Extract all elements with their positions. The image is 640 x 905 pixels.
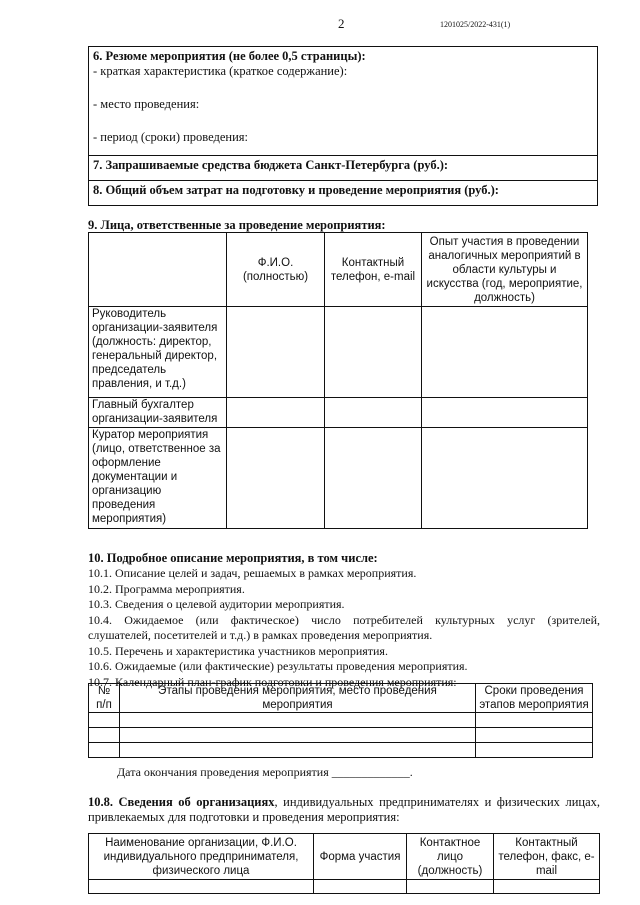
table-row bbox=[89, 743, 593, 758]
table-header-cell: № п/п bbox=[89, 684, 120, 713]
organizations-table bbox=[88, 833, 600, 894]
list-item: 10.2. Программа мероприятия. bbox=[88, 581, 245, 596]
list-item: 10.4. Ожидаемое (или фактическое) число потребителей культурных услуг (зрителей, bbox=[88, 612, 600, 627]
page-number: 2 bbox=[338, 16, 345, 31]
list-item: слушателей, посетителей и т.д.) в рамках проведения мероприятия. bbox=[88, 628, 433, 642]
table-header-row bbox=[89, 834, 600, 880]
table-row bbox=[89, 880, 600, 894]
table-cell[interactable] bbox=[422, 428, 588, 529]
table-header-cell: Форма участия bbox=[314, 834, 407, 880]
table-row bbox=[89, 728, 593, 743]
table-header-cell: Наименование организации, Ф.И.О. индивидуального предпринимателя, физического лица bbox=[89, 834, 314, 880]
table-header-cell: Контактное лицо (должность) bbox=[407, 834, 494, 880]
list-item: 10.5. Перечень и характеристика участников мероприятия. bbox=[88, 643, 388, 658]
section-8-row bbox=[89, 181, 598, 206]
table-row bbox=[89, 307, 588, 398]
table-cell[interactable] bbox=[422, 398, 588, 428]
table-row bbox=[89, 428, 588, 529]
table-header-cell: Ф.И.О. (полностью) bbox=[227, 233, 325, 307]
table-header-cell: Этапы проведения мероприятия, место проведения мероприятия bbox=[120, 684, 476, 713]
list-item: 10.6. Ожидаемые (или фактические) результаты проведения мероприятия. bbox=[88, 659, 468, 673]
section-7-row bbox=[89, 156, 598, 181]
section-8-title: 8. Общий объем затрат на подготовку и проведение мероприятия (руб.): bbox=[89, 181, 598, 206]
table-cell[interactable] bbox=[422, 307, 588, 398]
table-cell[interactable] bbox=[476, 713, 593, 728]
section-10-8-text-line2: привлекаемых для подготовки и проведения мероприятия: bbox=[88, 810, 400, 824]
section-6-item-place: - место проведения: bbox=[93, 97, 200, 111]
section-10-8-title: 10.8. Сведения об организациях bbox=[88, 795, 275, 809]
section-10-8-text: , индивидуальных предпринимателях и физических лицах, bbox=[274, 795, 600, 809]
list-item: 10.3. Сведения о целевой аудитории мероприятия. bbox=[88, 597, 345, 611]
summary-table bbox=[88, 46, 598, 206]
section-6-title: 6. Резюме мероприятия (не более 0,5 страницы): bbox=[93, 49, 366, 63]
list-item: 10.7. Календарный план-график подготовки и проведения мероприятия: bbox=[88, 674, 457, 689]
section-10-list bbox=[88, 566, 600, 690]
row-label: Куратор мероприятия (лицо, ответственное за оформление документации и организацию проведения мероприятия) bbox=[89, 428, 227, 529]
table-cell[interactable] bbox=[227, 428, 325, 529]
table-cell[interactable] bbox=[494, 880, 600, 894]
row-label: Руководитель организации-заявителя (должность: директор, генеральный директор, председатель правления, и т.д.) bbox=[89, 307, 227, 398]
section-10-8 bbox=[88, 795, 600, 825]
table-row bbox=[89, 398, 588, 428]
table-row bbox=[89, 713, 593, 728]
table-cell[interactable] bbox=[120, 713, 476, 728]
schedule-table bbox=[88, 683, 593, 758]
table-header-cell: Контактный телефон, факс, e-mail bbox=[494, 834, 600, 880]
table-cell[interactable] bbox=[89, 743, 120, 758]
table-header-cell: Контактный телефон, e-mail bbox=[325, 233, 422, 307]
responsible-persons-table bbox=[88, 232, 588, 529]
document-id: 1201025/2022-431(1) bbox=[440, 20, 511, 29]
table-cell[interactable] bbox=[476, 743, 593, 758]
table-cell[interactable] bbox=[407, 880, 494, 894]
table-header-row bbox=[89, 684, 593, 713]
table-cell[interactable] bbox=[120, 743, 476, 758]
table-cell[interactable] bbox=[89, 713, 120, 728]
table-cell[interactable] bbox=[325, 307, 422, 398]
table-cell[interactable] bbox=[89, 880, 314, 894]
table-cell[interactable] bbox=[89, 728, 120, 743]
table-cell[interactable] bbox=[325, 398, 422, 428]
row-label: Главный бухгалтер организации-заявителя bbox=[89, 398, 227, 428]
table-header-row bbox=[89, 233, 588, 307]
section-9-title: 9. Лица, ответственные за проведение мероприятия: bbox=[88, 218, 386, 232]
table-cell[interactable] bbox=[227, 307, 325, 398]
table-header-cell: Сроки проведения этапов мероприятия bbox=[476, 684, 593, 713]
table-cell[interactable] bbox=[314, 880, 407, 894]
table-cell[interactable] bbox=[120, 728, 476, 743]
section-6-item-period: - период (сроки) проведения: bbox=[93, 130, 249, 144]
section-6-item-description: - краткая характеристика (краткое содержание): bbox=[93, 64, 348, 78]
list-item: 10.1. Описание целей и задач, решаемых в рамках мероприятия. bbox=[88, 566, 417, 580]
table-cell[interactable] bbox=[325, 428, 422, 529]
end-date-line: Дата окончания проведения мероприятия _____________. bbox=[117, 765, 413, 779]
section-6-row bbox=[89, 47, 598, 156]
section-10-title: 10. Подробное описание мероприятия, в том числе: bbox=[88, 551, 378, 565]
section-7-title: 7. Запрашиваемые средства бюджета Санкт-Петербурга (руб.): bbox=[89, 156, 598, 181]
table-header-cell: Опыт участия в проведении аналогичных мероприятий в области культуры и искусства (год, мероприятие, должность) bbox=[422, 233, 588, 307]
table-cell[interactable] bbox=[476, 728, 593, 743]
table-header-cell bbox=[89, 233, 227, 307]
table-cell[interactable] bbox=[227, 398, 325, 428]
